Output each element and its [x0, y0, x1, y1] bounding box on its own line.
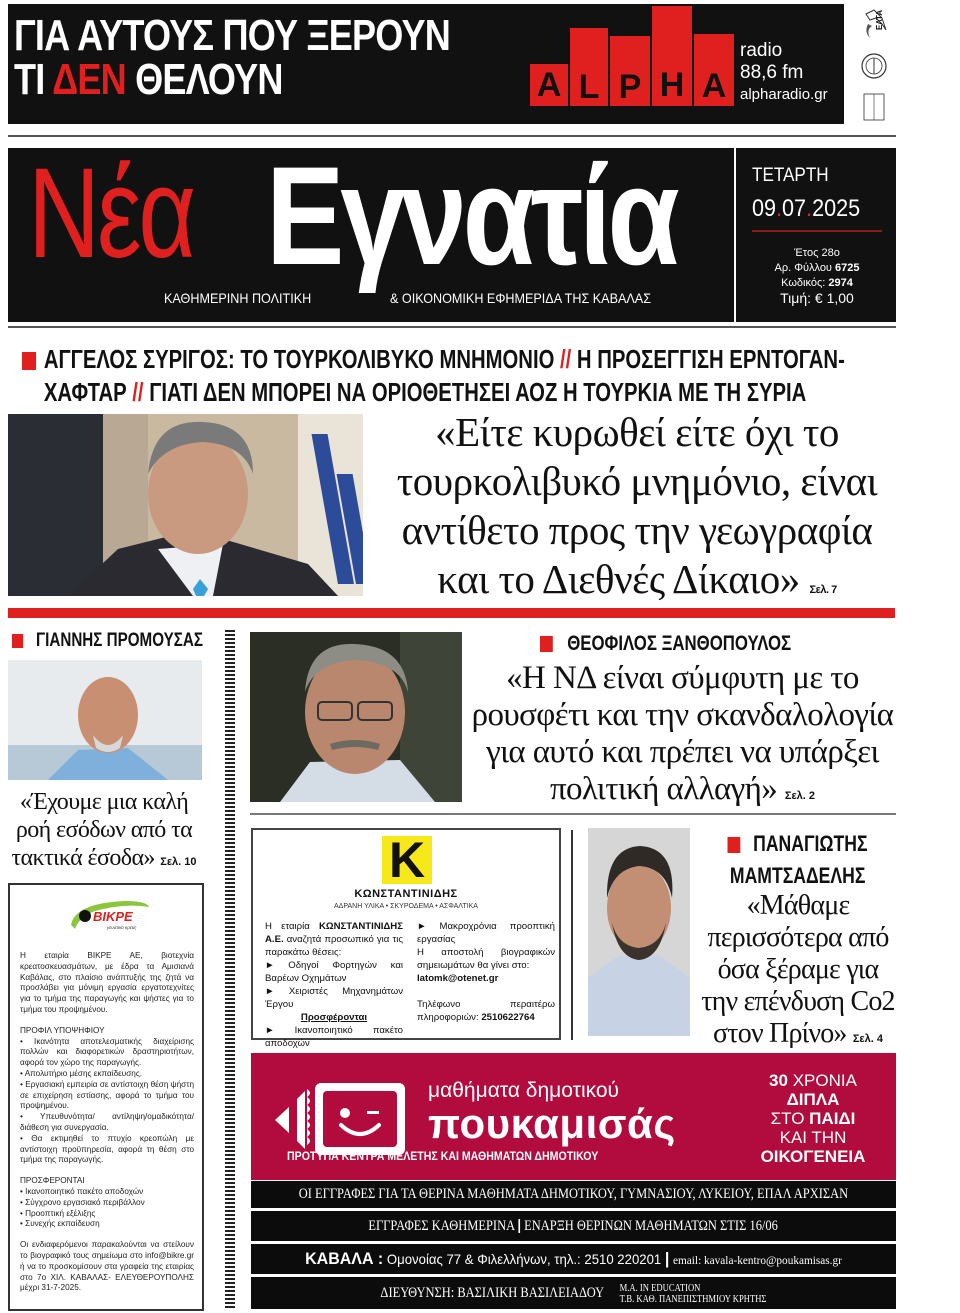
- main-story-photo[interactable]: [8, 414, 363, 596]
- mamtsadelis-name[interactable]: [700, 828, 896, 892]
- alpha-letter: H: [652, 6, 692, 106]
- slogan-line-1: ΓΙΑ ΑΥΤΟΥΣ ΠΟΥ ΞΕΡΟΥΝ: [14, 11, 451, 60]
- bar-director: ΔΙΕΥΘΥΝΣΗ: ΒΑΣΙΛΙΚΗ ΒΑΣΙΛΕΙΑΔΟΥ: [380, 1285, 605, 1301]
- quote-text: «Μάθαμε περισσότερα από όσα ξέραμε για την επένδυση Co2 στον Πρίνο»: [701, 890, 895, 1049]
- slogan-text: ΧΡΟΝΙΑ: [787, 1071, 857, 1090]
- ad-offer: ► Μακροχρόνια προοπτική εργασίας: [417, 921, 555, 945]
- ad-profile-item: • Θα εκτιμηθεί το πτυχίο κρεοπώλη με αντίστοιχη προϋπηρεσία, αφορά τη θέση στο τμήμα της παραγωγής.: [20, 1133, 194, 1165]
- date-day: 09: [752, 195, 777, 222]
- ad-profile-item: • Εργασιακή εμπειρία σε αντίστοιχη θέση ψήστη σε επιχείρηση εστίασης, αφορά το τμήμα του προψημένου.: [20, 1079, 194, 1111]
- ad-phone-line: [417, 998, 555, 1024]
- quote-text: «Η ΝΔ είναι σύμφυτη με το ρουσφέτι και την σκανδαλολογία για αυτό και πρέπει να υπάρξει πολιτική αλλαγή»: [471, 660, 894, 807]
- company-tagline: ΑΔΡΑΝΗ ΥΛΙΚΑ • ΣΚΥΡΟΔΕΜΑ • ΑΣΦΑΛΤΙΚΑ: [334, 903, 478, 910]
- slogan-bold: ΔΙΠΛΑ: [786, 1090, 840, 1109]
- slogan-line: [739, 1109, 887, 1128]
- slogan-red-word: ΔΕΝ: [52, 55, 126, 104]
- bar-text: [369, 1211, 779, 1241]
- company-name: ΚΩΝΣΤΑΝΤΙΝΙΔΗΣ: [354, 888, 458, 900]
- issue-code-line: [752, 276, 882, 291]
- issue-code-label: Κωδικός:: [781, 277, 826, 289]
- ad-offers-title: ΠΡΟΣΦΕΡΟΝΤΑΙ: [20, 1176, 85, 1186]
- alpha-letter: P: [610, 36, 650, 106]
- poukamisas-slogan: [739, 1071, 887, 1166]
- page-reference: Σελ. 4: [852, 1033, 883, 1045]
- bullet-square-icon: [22, 352, 36, 370]
- kicker-text: ΑΓΓΕΛΟΣ ΣΥΡΙΓΟΣ: ΤΟ ΤΟΥΡΚΟΛΙΒΥΚΟ ΜΝΗΜΟΝΙΟ: [43, 344, 555, 374]
- bar-email[interactable]: email: kavala-kentro@poukamisas.gr: [672, 1253, 842, 1267]
- red-divider: [8, 608, 895, 618]
- ad-cv-text: Η αποστολή βιογραφικών σημειωμάτων θα γίνει στο:: [417, 947, 555, 971]
- ad-column-right: [417, 920, 555, 1024]
- issue-code: 2974: [828, 277, 853, 289]
- date-underline: [752, 230, 882, 232]
- issue-number: 6725: [835, 262, 860, 274]
- poukamisas-contact-bar: [251, 1244, 896, 1274]
- poukamisas-ad[interactable]: [251, 1053, 896, 1180]
- bullet-square-icon: [12, 634, 23, 648]
- ad-offer-item: • Σύγχρονο εργασιακό περιβάλλον: [20, 1197, 145, 1207]
- postal-marks: [852, 4, 902, 124]
- mamtsadelis-quote[interactable]: [700, 890, 896, 1055]
- slogan-line: [739, 1071, 887, 1090]
- ad-text: Τηλέφωνο περαιτέρω πληροφοριών:: [417, 999, 555, 1023]
- slogan-text: ΤΙ: [14, 55, 53, 104]
- bikre-swoosh-icon: [65, 897, 151, 937]
- promousas-name[interactable]: [12, 630, 203, 652]
- alpha-letter: A: [530, 64, 568, 106]
- ad-offer-item: • Ικανοποιητικό πακέτο αποδοχών: [20, 1186, 144, 1196]
- slogan-line: ΚΑΙ ΤΗΝ: [779, 1128, 847, 1147]
- name-line-2: ΜΑΜΤΣΑΔΕΛΗΣ: [730, 863, 866, 888]
- bar-address: Ομονοίας 77 & Φιλελλήνων, τηλ.: 2510 220201: [386, 1251, 662, 1267]
- credential-line: Τ.Β. ΚΑΘ. ΠΑΝΕΠΙΣΤΗΜΙΟΥ ΚΡΗΤΗΣ: [619, 1293, 767, 1305]
- ad-position: ► Οδηγοί Φορτηγών και Βαρέων Οχημάτων: [265, 960, 403, 984]
- portrait-image: [588, 828, 690, 1036]
- page-reference: Σελ. 2: [784, 790, 816, 802]
- poukamisas-small-title: μαθήματα δημοτικού: [428, 1079, 620, 1102]
- page-reference: Σελ. 7: [809, 584, 837, 596]
- poukamisas-director-bar: [251, 1277, 896, 1309]
- masthead-subtitle-left: ΚΑΘΗΜΕΡΙΝΗ ΠΟΛΙΤΙΚΗ: [164, 290, 312, 306]
- date-month: 07: [782, 195, 807, 222]
- kicker-text: Η ΠΡΟΣΕΓΓΙΣΗ ΕΡΝΤΟΓΑΝ-: [576, 344, 845, 374]
- ad-closing: Οι ενδιαφερόμενοι παρακαλούνται να στείλουν το βιογραφικό τους σημείωμα στο info@bikre.gr ή να το προσκομίσουν στα γραφεία της εταιρίας στο 7ο ΧΙΛ. ΚΑΒΑΛΑΣ- ΕΛΕΥΘΕΡΟΥΠΟΛΗΣ μέχρι 31-7-2025.: [20, 1240, 194, 1293]
- ad-text: Η εταιρία: [265, 921, 319, 932]
- bullet-square-icon: [728, 837, 741, 853]
- quote-text: «Έχουμε μια καλή ροή εσόδων από τα τακτικά έσοδα»: [11, 789, 193, 871]
- xanthopoulos-quote[interactable]: [465, 660, 900, 815]
- issue-info: [752, 246, 882, 306]
- radio-frequency: 88,6 fm: [740, 62, 804, 83]
- ad-phone[interactable]: 2510622764: [481, 1012, 535, 1023]
- xanthopoulos-name[interactable]: [540, 632, 791, 656]
- poukamisas-brand: πουκαμισάς: [428, 1100, 676, 1147]
- kicker-text: ΓΙΑΤΙ ΔΕΝ ΜΠΟΡΕΙ ΝΑ ΟΡΙΟΘΕΤΗΣΕΙ ΑΟΖ Η ΤΟΥΡΚΙΑ ΜΕ ΤΗ ΣΥΡΙΑ: [149, 377, 807, 407]
- bikre-job-ad[interactable]: [8, 883, 204, 1311]
- portrait-image: [8, 414, 363, 596]
- poukamisas-subtitle: ΠΡΟΤΥΠΑ ΚΕΝΤΡΑ ΜΕΛΕΤΗΣ ΚΑΙ ΜΑΘΗΜΑΤΩΝ ΔΗΜΟΤΙΚΟΥ: [287, 1151, 599, 1163]
- slogan-line: [739, 1147, 887, 1166]
- issue-year: Έτος 28ο: [794, 247, 840, 259]
- bar-text: ΟΙ ΕΓΓΡΑΦΕΣ ΓΙΑ ΤΑ ΘΕΡΙΝΑ ΜΑΘΗΜΑΤΑ ΔΗΜΟΤΙΚΟΥ, ΓΥΜΝΑΣΙΟΥ, ΛΥΚΕΙΟΥ, ΕΠΑΛ ΑΡΧΙΣΑΝ: [298, 1186, 849, 1202]
- divider: [8, 326, 896, 328]
- name-line-1: [728, 828, 868, 860]
- ad-profile-item: • Ικανότητα αποτελεσματικής διαχείρισης πολλών και διαφορετικών δραστηριοτήτων, αφορά τον χώρο της παραγωγής.: [20, 1036, 194, 1068]
- slogan-text: ΣΤΟ: [770, 1109, 810, 1128]
- alpha-letter: A: [694, 34, 734, 106]
- kicker-separator: //: [132, 377, 144, 407]
- smiley-notebook-icon: [275, 1079, 410, 1161]
- person-name: ΘΕΟΦΙΛΟΣ ΞΑΝΘΟΠΟΥΛΟΣ: [567, 632, 792, 655]
- masthead-subtitle-right: & ΟΙΚΟΝΟΜΙΚΗ ΕΦΗΜΕΡΙΔΑ ΤΗΣ ΚΑΒΑΛΑΣ: [390, 290, 651, 306]
- ad-text: αναζητά προσωπικό για τις παρακάτω θέσεις:: [265, 934, 403, 958]
- bikre-logo-sub: γευστικό κρέας: [107, 925, 137, 930]
- ad-profile-item: • Απολυτήριο μέσης εκπαίδευσης.: [20, 1068, 143, 1078]
- ad-company-bold: ΚΩΝΣΤΑΝΤΙΝΙΔΗΣ Α.Ε.: [265, 921, 403, 945]
- divider: [250, 813, 896, 815]
- date-year: 2025: [812, 195, 861, 222]
- column-separator: [225, 630, 235, 1310]
- slogan-line: [739, 1090, 887, 1109]
- kicker-separator: //: [560, 344, 572, 374]
- ad-offer: ► Ικανοποιητικό πακέτο αποδοχών: [265, 1025, 403, 1049]
- portrait-image: [8, 660, 202, 780]
- alpha-letter: L: [570, 28, 608, 106]
- slogan-bold: 30: [769, 1071, 788, 1090]
- bar-text: [305, 1244, 842, 1275]
- person-name: ΠΑΝΑΓΙΩΤΗΣ: [753, 831, 869, 856]
- bikre-logo-text: BIKPE: [93, 909, 133, 924]
- main-story-quote[interactable]: [372, 408, 902, 615]
- konstantinidis-job-ad[interactable]: [251, 828, 561, 1049]
- radio-website[interactable]: alpharadio.gr: [740, 86, 828, 103]
- kicker-line-2: [22, 376, 807, 409]
- ad-offer-item: • Συνεχής εκπαίδευση: [20, 1219, 100, 1229]
- ad-intro: [265, 920, 403, 959]
- radio-word: radio: [740, 40, 783, 61]
- slogan-line-2: [14, 55, 450, 104]
- issue-date: 09.07.2025: [752, 195, 861, 222]
- xanthopoulos-photo[interactable]: [250, 632, 462, 802]
- bar-credentials: [620, 1283, 767, 1305]
- bullet-square-icon: [540, 636, 553, 652]
- bikre-ad-text: [20, 951, 194, 1304]
- ad-offers-title: Προσφέρονται: [300, 1012, 368, 1023]
- ad-profile-item: • Υπευθυνότητα/ αντίληψη/ομαδικότητα/ διάθεση για συνεργασία.: [20, 1112, 194, 1132]
- ad-column-left: [265, 920, 403, 1050]
- konstantinidis-logo: K: [382, 836, 432, 884]
- issue-day: ΤΕΤΑΡΤΗ: [752, 165, 829, 186]
- promousas-quote[interactable]: [6, 788, 202, 876]
- ad-intro: Η εταιρία ΒΙΚΡΕ ΑΕ, βιοτεχνία κρεατοσκευασμάτων, με έδρα τα Αμισιανά Καβάλας, στο πλαίσιο ανάπτυξής της ζητά να προσλάβει για μόνιμη εργασία εργατοτεχνίτες για το τμήμα της παραγωγής και ψήστες για το τμήμα του προψημένου.: [20, 951, 194, 1014]
- issue-price: Τιμή: € 1,00: [780, 290, 854, 306]
- bar-divider: |: [664, 1249, 670, 1268]
- bar-text-part: ΕΓΓΡΑΦΕΣ ΚΑΘΗΜΕΡΙΝΑ: [368, 1218, 515, 1234]
- poukamisas-info-bar: [251, 1181, 896, 1208]
- radio-info: [740, 40, 828, 106]
- elta-text: ΕΛΤΑ: [875, 9, 884, 30]
- main-story-kicker[interactable]: [22, 343, 845, 409]
- kicker-text: ΧΑΦΤΑΡ: [43, 377, 127, 407]
- mamtsadelis-photo[interactable]: [588, 828, 690, 1036]
- kicker-line-1: [22, 343, 845, 376]
- quote-text: «Είτε κυρωθεί είτε όχι το τουρκολιβυκό μνημόνιο, είναι αντίθετο προς την γεωγραφία και το Διεθνές Δίκαιο»: [396, 409, 878, 602]
- bar-divider: |: [517, 1218, 522, 1234]
- masthead-title-red[interactable]: Νέα: [28, 142, 193, 285]
- bikre-logo: [65, 897, 151, 937]
- credential-line: M.A. IN EDUCATION: [619, 1282, 701, 1294]
- ad-profile-title: ΠΡΟΦΙΛ ΥΠΟΨΗΦΙΟΥ: [20, 1025, 105, 1035]
- bar-city: ΚΑΒΑΛΑ :: [305, 1249, 384, 1268]
- elta-logo-icon: [852, 4, 902, 124]
- ad-email[interactable]: latomk@otenet.gr: [417, 973, 499, 984]
- ad-offer-item: • Προοπτική εξέλιξης: [20, 1208, 96, 1218]
- slogan-text: ΘΕΛΟΥΝ: [125, 55, 283, 104]
- banner-slogan: [14, 11, 451, 104]
- issue-number-line: [752, 261, 882, 276]
- ad-position: ► Χειριστές Μηχανημάτων Έργου: [265, 986, 403, 1010]
- ad-offers-list: [20, 1187, 194, 1230]
- alpha-radio-logo: [530, 6, 740, 106]
- poukamisas-info-bar: [251, 1211, 896, 1241]
- masthead-title-white[interactable]: Εγνατία: [266, 137, 676, 294]
- page-reference: Σελ. 10: [160, 856, 197, 868]
- person-name: ΓΙΑΝΝΗΣ ΠΡΟΜΟΥΣΑΣ: [36, 630, 203, 651]
- bar-text: [380, 1277, 766, 1309]
- column-separator: [571, 830, 573, 1040]
- slogan-bold: ΠΑΙΔΙ: [809, 1109, 856, 1128]
- bar-text-part: ΕΝΑΡΞΗ ΘΕΡΙΝΩΝ ΜΑΘΗΜΑΤΩΝ ΣΤΙΣ 16/06: [524, 1218, 779, 1234]
- ad-profile-list: [20, 1037, 194, 1167]
- slogan-bold: ΟΙΚΟΓΕΝΕΙΑ: [760, 1147, 866, 1166]
- portrait-image: [250, 632, 462, 802]
- promousas-photo[interactable]: [8, 660, 202, 780]
- issue-number-label: Αρ. Φύλλου: [774, 262, 832, 274]
